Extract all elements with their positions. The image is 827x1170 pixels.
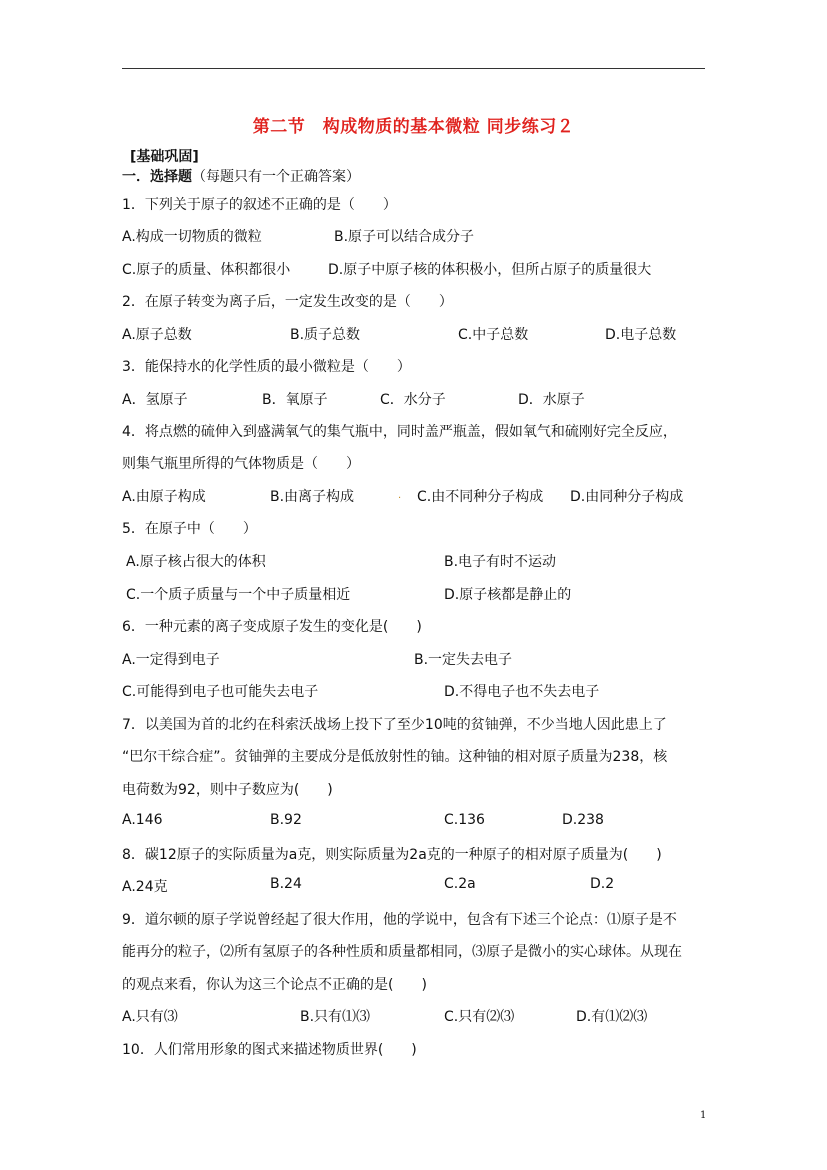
question-9-stem-line2: 能再分的粒子，⑵所有氢原子的各种性质和质量都相同，⑶原子是微小的实心球体。从现在 xyxy=(122,944,682,960)
question-9-option-c: C.只有⑵⑶ xyxy=(444,1009,515,1025)
question-4-option-b: B.由离子构成 xyxy=(270,489,355,505)
subsection-heading xyxy=(122,166,360,186)
question-8-option-c: C.2a xyxy=(444,876,476,892)
question-9-option-b: B.只有⑴⑶ xyxy=(300,1009,371,1025)
question-4-option-c: C.由不同种分子构成 xyxy=(417,489,544,505)
question-5-option-c: C.一个质子质量与一个中子质量相近 xyxy=(126,587,351,603)
question-7-stem-line2: “巴尔干综合症”。贫铀弹的主要成分是低放射性的铀。这种铀的相对原子质量为238，核 xyxy=(122,749,668,765)
stray-mark: . xyxy=(398,490,402,501)
question-8-option-d: D.2 xyxy=(590,876,615,892)
question-3-option-a: A．氢原子 xyxy=(122,392,188,408)
question-3-option-d: D．水原子 xyxy=(518,392,585,408)
question-2-stem: 2．在原子转变为离子后，一定发生改变的是（ ） xyxy=(122,294,453,310)
question-9-option-d: D.有⑴⑵⑶ xyxy=(576,1009,648,1025)
question-6-option-b: B.一定失去电子 xyxy=(414,652,513,668)
question-9-option-a: A.只有⑶ xyxy=(122,1009,178,1025)
question-2-option-c: C.中子总数 xyxy=(458,327,529,343)
question-5-option-d: D.原子核都是静止的 xyxy=(444,587,572,603)
question-3-option-b: B．氧原子 xyxy=(262,392,328,408)
question-1-option-a: A.构成一切物质的微粒 xyxy=(122,229,262,245)
page-number: 1 xyxy=(700,1110,707,1121)
question-2-option-a: A.原子总数 xyxy=(122,327,192,343)
question-10-stem: 10．人们常用形象的图式来描述物质世界( ) xyxy=(122,1042,417,1058)
page-title: 第二节 构成物质的基本微粒 同步练习２ xyxy=(252,117,575,137)
question-8-option-a: A.24克 xyxy=(122,879,168,895)
question-1-option-d: D.原子中原子核的体积极小，但所占原子的质量很大 xyxy=(328,262,652,278)
question-4-option-d: D.由同种分子构成 xyxy=(570,489,684,505)
question-8-option-b: B.24 xyxy=(270,876,302,892)
section-heading: [基础巩固] xyxy=(130,149,199,165)
question-9-stem-line1: 9．道尔顿的原子学说曾经起了很大作用，他的学说中，包含有下述三个论点：⑴原子是不 xyxy=(122,912,677,928)
question-7-option-c: C.136 xyxy=(444,812,485,828)
question-5-option-a: A.原子核占很大的体积 xyxy=(126,554,266,570)
question-3-option-c: C．水分子 xyxy=(380,392,446,408)
question-4-stem-line1: 4．将点燃的硫伸入到盛满氧气的集气瓶中，同时盖严瓶盖，假如氧气和硫刚好完全反应， xyxy=(122,424,677,440)
question-1-option-b: B.原子可以结合成分子 xyxy=(334,229,475,245)
question-9-stem-line3: 的观点来看，你认为这三个论点不正确的是( ) xyxy=(122,977,427,993)
subsection-label: 一．选择题 xyxy=(122,169,192,185)
question-4-stem-line2: 则集气瓶里所得的气体物质是（ ） xyxy=(122,456,360,472)
question-1-option-c: C.原子的质量、体积都很小 xyxy=(122,262,291,278)
question-7-stem-line3: 电荷数为92，则中子数应为( ) xyxy=(122,782,333,798)
question-7-stem-line1: 7．以美国为首的北约在科索沃战场上投下了至少10吨的贫铀弹，不少当地人因此患上了 xyxy=(122,717,667,733)
header-rule xyxy=(122,68,705,69)
question-6-option-a: A.一定得到电子 xyxy=(122,652,220,668)
question-7-option-a: A.146 xyxy=(122,812,163,828)
question-5-stem: 5．在原子中（ ） xyxy=(122,521,257,537)
question-1-stem: 1．下列关于原子的叙述不正确的是（ ） xyxy=(122,197,397,213)
question-7-option-b: B.92 xyxy=(270,812,302,828)
question-6-stem: 6．一种元素的离子变成原子发生的变化是( ) xyxy=(122,619,422,635)
question-3-stem: 3．能保持水的化学性质的最小微粒是（ ） xyxy=(122,359,411,375)
question-8-stem: 8．碳12原子的实际质量为a克，则实际质量为2a克的一种原子的相对原子质量为( ) xyxy=(122,847,662,863)
question-7-option-d: D.238 xyxy=(562,812,604,828)
question-2-option-d: D.电子总数 xyxy=(605,327,677,343)
subsection-note: （每题只有一个正确答案） xyxy=(192,169,360,185)
question-4-option-a: A.由原子构成 xyxy=(122,489,206,505)
question-6-option-d: D.不得电子也不失去电子 xyxy=(444,684,600,700)
question-6-option-c: C.可能得到电子也可能失去电子 xyxy=(122,684,319,700)
question-2-option-b: B.质子总数 xyxy=(290,327,361,343)
question-5-option-b: B.电子有时不运动 xyxy=(444,554,557,570)
